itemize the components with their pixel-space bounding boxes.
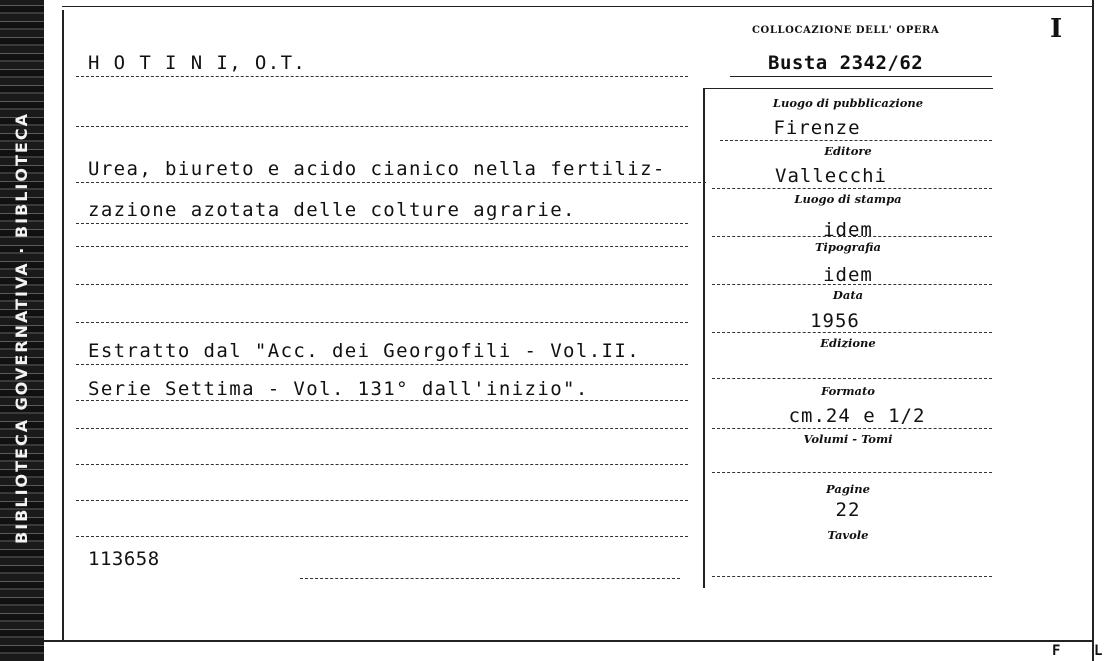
blank-rule-1 — [76, 126, 688, 127]
collocazione-header: COLLOCAZIONE DELL' OPERA — [752, 25, 940, 36]
blank-rule-4 — [76, 322, 688, 323]
editore-value: Vallecchi — [775, 165, 887, 187]
data-value: 1956 — [810, 310, 860, 332]
formato-rule — [712, 428, 992, 429]
title-rule-2 — [76, 223, 688, 224]
tipografia-value: idem — [823, 264, 873, 286]
note-line-1: Estratto dal "Acc. dei Georgofili - Vol.II. — [88, 340, 641, 362]
tavole-label: Tavole — [827, 528, 869, 542]
blank-rule-5 — [76, 428, 688, 429]
card-top-right-border — [1092, 0, 1094, 661]
luogo-pubblicazione-label: Luogo di pubblicazione — [772, 96, 924, 110]
luogo-stampa-value: idem — [823, 219, 873, 241]
right-column-top-rule — [703, 88, 993, 89]
title-line-1: Urea, biureto e acido cianico nella fertiliz- — [88, 158, 666, 180]
corner-mark: I — [1050, 14, 1063, 44]
note-line-2: Serie Settima - Vol. 131° dall'inizio". — [88, 378, 589, 400]
card-top-rule — [62, 6, 1092, 7]
formato-label: Formato — [821, 384, 875, 398]
footer-mark-f: F — [1052, 643, 1061, 659]
blank-rule-7 — [76, 500, 688, 501]
spine-stamp-text: BIBLIOTECA GOVERNATIVA · BIBLIOTECA — [12, 112, 31, 544]
data-rule — [712, 332, 992, 333]
luogo-stampa-label: Luogo di stampa — [794, 192, 902, 206]
author-name: H O T I N I, O.T. — [88, 52, 307, 74]
blank-rule-6 — [76, 464, 688, 465]
blank-rule-3 — [76, 284, 688, 285]
pagine-value: 22 — [835, 499, 861, 521]
card-bottom-rule — [44, 640, 1094, 642]
collocazione-value: Busta 2342/62 — [768, 52, 924, 74]
luogo-pubblicazione-rule — [720, 140, 992, 141]
tavole-rule — [712, 576, 992, 577]
footer-mark-l: L — [1094, 643, 1103, 659]
blank-rule-8 — [76, 536, 688, 537]
inventory-number: 113658 — [88, 548, 160, 570]
collocazione-rule — [730, 76, 992, 77]
volumi-label: Volumi - Tomi — [803, 432, 893, 446]
note-rule-2 — [76, 400, 688, 401]
author-rule — [76, 76, 688, 77]
volumi-rule — [712, 472, 992, 473]
tipografia-label: Tipografia — [814, 240, 881, 254]
blank-rule-2 — [76, 246, 688, 247]
editore-rule — [712, 188, 992, 189]
pagine-label: Pagine — [826, 482, 870, 496]
card-left-border — [62, 10, 64, 640]
luogo-stampa-rule — [712, 236, 992, 237]
edizione-label: Edizione — [820, 336, 876, 350]
luogo-pubblicazione-value: Firenze — [773, 117, 861, 139]
data-label: Data — [832, 288, 864, 302]
formato-value: cm.24 e 1/2 — [788, 405, 926, 427]
edizione-rule — [712, 378, 992, 379]
note-rule-1 — [76, 364, 688, 365]
tipografia-rule — [712, 284, 992, 285]
title-rule-1 — [76, 182, 706, 183]
bottom-rule — [300, 578, 680, 579]
library-spine-strip — [0, 0, 44, 661]
title-line-2: zazione azotata delle colture agrarie. — [88, 199, 576, 221]
editore-label: Editore — [824, 144, 872, 158]
